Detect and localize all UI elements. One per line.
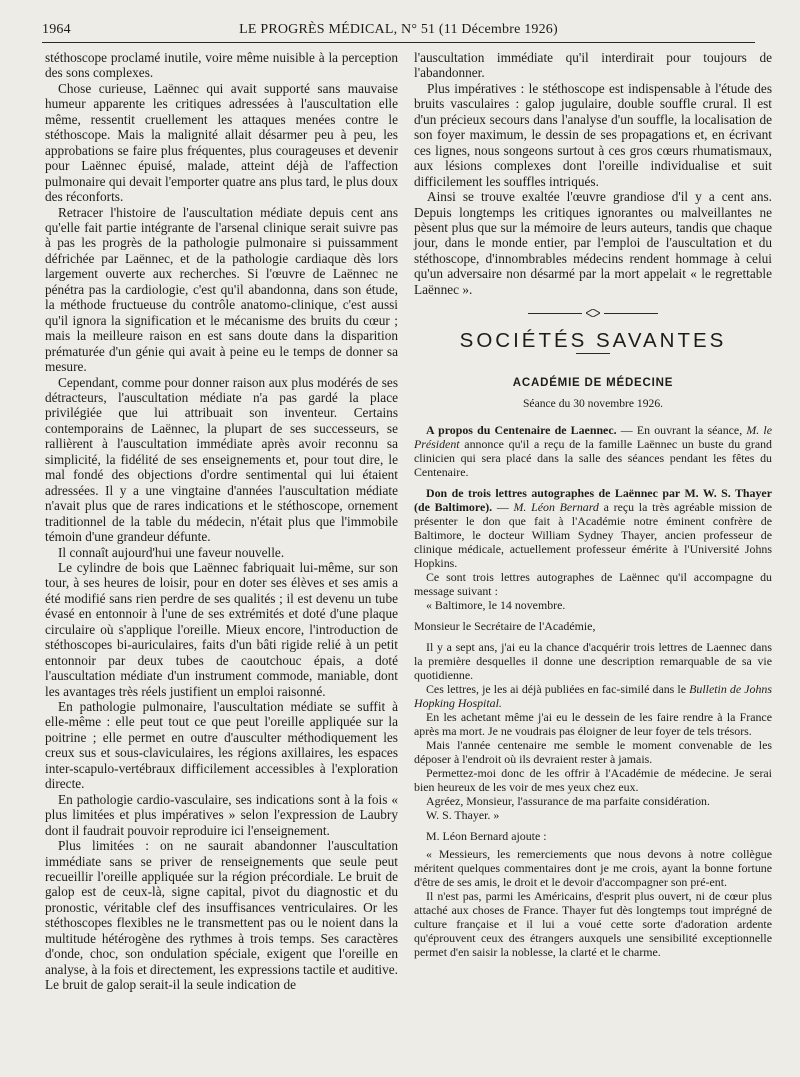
letter-paragraph: Agréez, Monsieur, l'assurance de ma parfaite considération.	[426, 794, 710, 808]
paragraph: Le cylindre de bois que Laënnec fabriquait lui-même, sur son tour, à ses heures de loisir, pour en doter ses élèves et ses amis a été modifié sans rien perdre de ses qualités ; il est devenu un tube évasé en entonnoir à l'une de ses extrémités et doté d'une plaque circulaire où s'applique l'oreille. Mieux encore, l'introduction de stéthoscopes bi-auriculaires, faits d'un bâti rigide relié à un petit entonnoir par deux tubes de caoutchouc épais, a doté l'auscultation médiate d'un instrument commode, maniable, dont les avantages très réels justifient un emploi raisonné.	[45, 559, 398, 699]
paragraph: En pathologie cardio-vasculaire, ses indications sont à la fois « plus limitées et plus impératives » selon l'expression de Laubry dont il faudrait pouvoir reproduire ici l'enseignement.	[45, 791, 398, 838]
addendum-intro: M. Léon Bernard ajoute :	[426, 829, 547, 843]
left-column	[45, 50, 398, 993]
letter-paragraph: Il y a sept ans, j'ai eu la chance d'acquérir trois lettres de Laennec dans la première desquelles il donne une description remarquable de sa vie quotidienne.	[414, 640, 772, 682]
paragraph: Retracer l'histoire de l'auscultation médiate depuis cent ans qu'elle fait partie intégrante de l'arsenal clinique serait suivre pas à pas les progrès de la pathologie pulmonaire si puissamment défrichée par Laënnec, et de la pathologie cardiaque dès lors largement ouverte aux recherches. Si l'œuvre de Laënnec ne pénétra pas la cardiologie, c'est qu'il abandonna, dans son étude, la méthode fructueuse du contrôle anatomo-clinique, c'est aussi qu'il ignora la signification et le mécanisme des bruits du cœur ; mais la meilleure raison en est sans doute dans la disparition prématurée d'un génie qui avait à peine eu le temps de donner sa mesure.	[45, 204, 398, 375]
running-head	[42, 20, 755, 43]
ornamental-divider	[528, 309, 658, 319]
letter-salutation: Monsieur le Secrétaire de l'Académie,	[414, 619, 596, 633]
communication: A propos du Centenaire de Laennec. — En ouvrant la séance, M. le Président annonce qu'il a reçu de la famille Laënnec un buste du grand clinicien qui sera placé dans la salle des séances pendant les fêtes du Centenaire.	[414, 423, 773, 479]
paragraph: Il connaît aujourd'hui une faveur nouvelle.	[58, 544, 285, 560]
proceedings	[414, 423, 772, 959]
paragraph: stéthoscope proclamé inutile, voire même nuisible à la perception des sons complexes.	[45, 50, 398, 81]
section-title: SOCIÉTÉS SAVANTES	[459, 329, 727, 353]
letter-paragraph: En les achetant même j'ai eu le dessein de les faire rendre à la France après ma mort. Je ne voudrais pas éloigner de leur foyer de tels trésors.	[414, 710, 772, 738]
session-date: Séance du 30 novembre 1926.	[522, 396, 664, 410]
addendum-paragraph: « Messieurs, les remerciements que nous devons à notre collègue méritent quelques commentaires dont je me crois, ayant la bonne fortune d'être de ses amis, le droit et le devoir d'accompagner son pré-ent.	[414, 847, 772, 889]
paragraph: l'auscultation immédiate qu'il interdirait pour toujours de l'abandonner.	[414, 50, 772, 81]
paragraph: Ce sont trois lettres autographes de Laënnec qu'il accompagne du message suivant :	[414, 570, 772, 598]
right-column	[414, 50, 772, 959]
paragraph: En pathologie pulmonaire, l'auscultation médiate se suffit à elle-même : elle peut tout ce que peut l'oreille appliquée sur la poitrine ; elle permet en outre d'ausculter méthodiquement les creux sus et sous-claviculaires, les régions axillaires, les espaces inter-scapulo-vertébraux difficilement accessibles à l'exploration directe.	[45, 699, 398, 792]
communication: Don de trois lettres autographes de Laënnec par M. W. S. Thayer (de Baltimore). — M. Léon Bernard a reçu la très agréable mission de présenter le don que fait à l'Académie notre éminent confrère de Baltimore, le docteur William Sydney Thayer, ancien professeur de clinique médicale, actuellement professeur émérite à l'Université Johns Hopkins.	[414, 486, 772, 570]
diamond-ornament-icon	[586, 309, 600, 317]
paragraph: Ainsi se trouve exaltée l'œuvre grandiose d'il y a cent ans. Depuis longtemps les critiques ignorantes ou malveillantes ne pèsent plus que sur la mémoire de leurs auteurs, tandis que chaque jour, dans le monde entier, par l'emploi de l'auscultation et du stéthoscope, d'innombrables médecins rendent hommage à celui qu'un adversaire non désarmé par la mort appelait « le regrettable Laënnec ».	[414, 189, 772, 297]
addendum-paragraph: Il n'est pas, parmi les Américains, d'esprit plus ouvert, ni de cœur plus attaché aux choses de France. Thayer fut dès longtemps tout imprégné de culture française et il lui a voué cette sorte d'adoration ardente qu'éprouvent ceux des étrangers auxquels une sensibilité exceptionnelle permet d'en saisir la noblesse, la clarté et le charme.	[414, 889, 772, 959]
section-underline	[576, 353, 610, 354]
letter-paragraph: Ces lettres, je les ai déjà publiées en fac-similé dans le Bulletin de Johns Hopking Hospital.	[414, 682, 772, 710]
paragraph: Chose curieuse, Laënnec qui avait supporté sans mauvaise humeur apparente les critiques adressées à l'auscultation elle même, ressentit cruellement les attaques menées contre le stéthoscope. Mais la malignité allait désarmer peu à peu, les approbations se faire plus fréquentes, plus courageuses et devenir pour Laënnec épuisé, malade, atteint déjà de l'affection pulmonaire qui devait l'emporter quatre ans plus tard, le plus doux des réconforts.	[45, 80, 398, 205]
academy-title: ACADÉMIE DE MÉDECINE	[512, 377, 674, 390]
paragraph: Plus limitées : on ne saurait abandonner l'auscultation immédiate sans se priver de renseignements que seule peut recueillir l'oreille appliquée sur la région précordiale. Le bruit de galop est de ceux-là, signe capital, pivot du diagnostic et du pronostic, véritable clef des insuffisances ventriculaires. Or les stéthoscopes flexibles ne le transmettent pas ou le noient dans la multitude hétérogène des rythmes à trois temps. Ses caractères d'onde, choc, son ondulation spéciale, exigent que l'oreille en analyse, à la fois et directement, les expressions tactile et auditive. Le bruit de galop serait-il la seule indication de	[45, 838, 398, 993]
paragraph: Cependant, comme pour donner raison aux plus modérés de ses détracteurs, l'auscultation médiate n'a pas gardé la place privilégiée que lui attribuait son inventeur. Certains contemporains de Laënnec, la plupart de ses successeurs, se rallièrent à l'auscultation immédiate après avoir reconnu sa simplicité, la fidélité de ses enseignements et, pour tout dire, le mal fondé des objections d'ordre sentimental qui lui étaient adressées. Il y a une vingtaine d'années l'auscultation médiate n'avait plus que de rares indications et le stéthoscope, ornement traditionnel de la table du médecin, n'était plus que l'immobile témoin d'une grandeur défunte.	[45, 374, 398, 545]
page-number: 1964	[42, 22, 71, 37]
letter-paragraph: Mais l'année centenaire me semble le moment convenable de les déposer à l'endroit où ils devraient rester à jamais.	[414, 738, 772, 766]
journal-title: LE PROGRÈS MÉDICAL, N° 51 (11 Décembre 1926)	[239, 22, 558, 37]
letter-paragraph: Permettez-moi donc de les offrir à l'Académie de médecine. Je serai bien heureux de les voir de mes yeux chez eux.	[414, 766, 772, 794]
letter-place: « Baltimore, le 14 novembre.	[426, 598, 566, 612]
letter-signature: W. S. Thayer. »	[426, 808, 500, 822]
paragraph: Plus impératives : le stéthoscope est indispensable à l'étude des bruits vasculaires : galop jugulaire, double souffle crural. Il est d'un précieux secours dans l'analyse d'un souffle, la localisation de son foyer maximum, le dessin de ses propagations et, en écrivant ces lignes, nous songeons surtout à ces gros cœurs rhumatismaux, aux lésions complexes dont l'oreille individualise et suit difficilement les souffles intriqués.	[414, 80, 772, 189]
